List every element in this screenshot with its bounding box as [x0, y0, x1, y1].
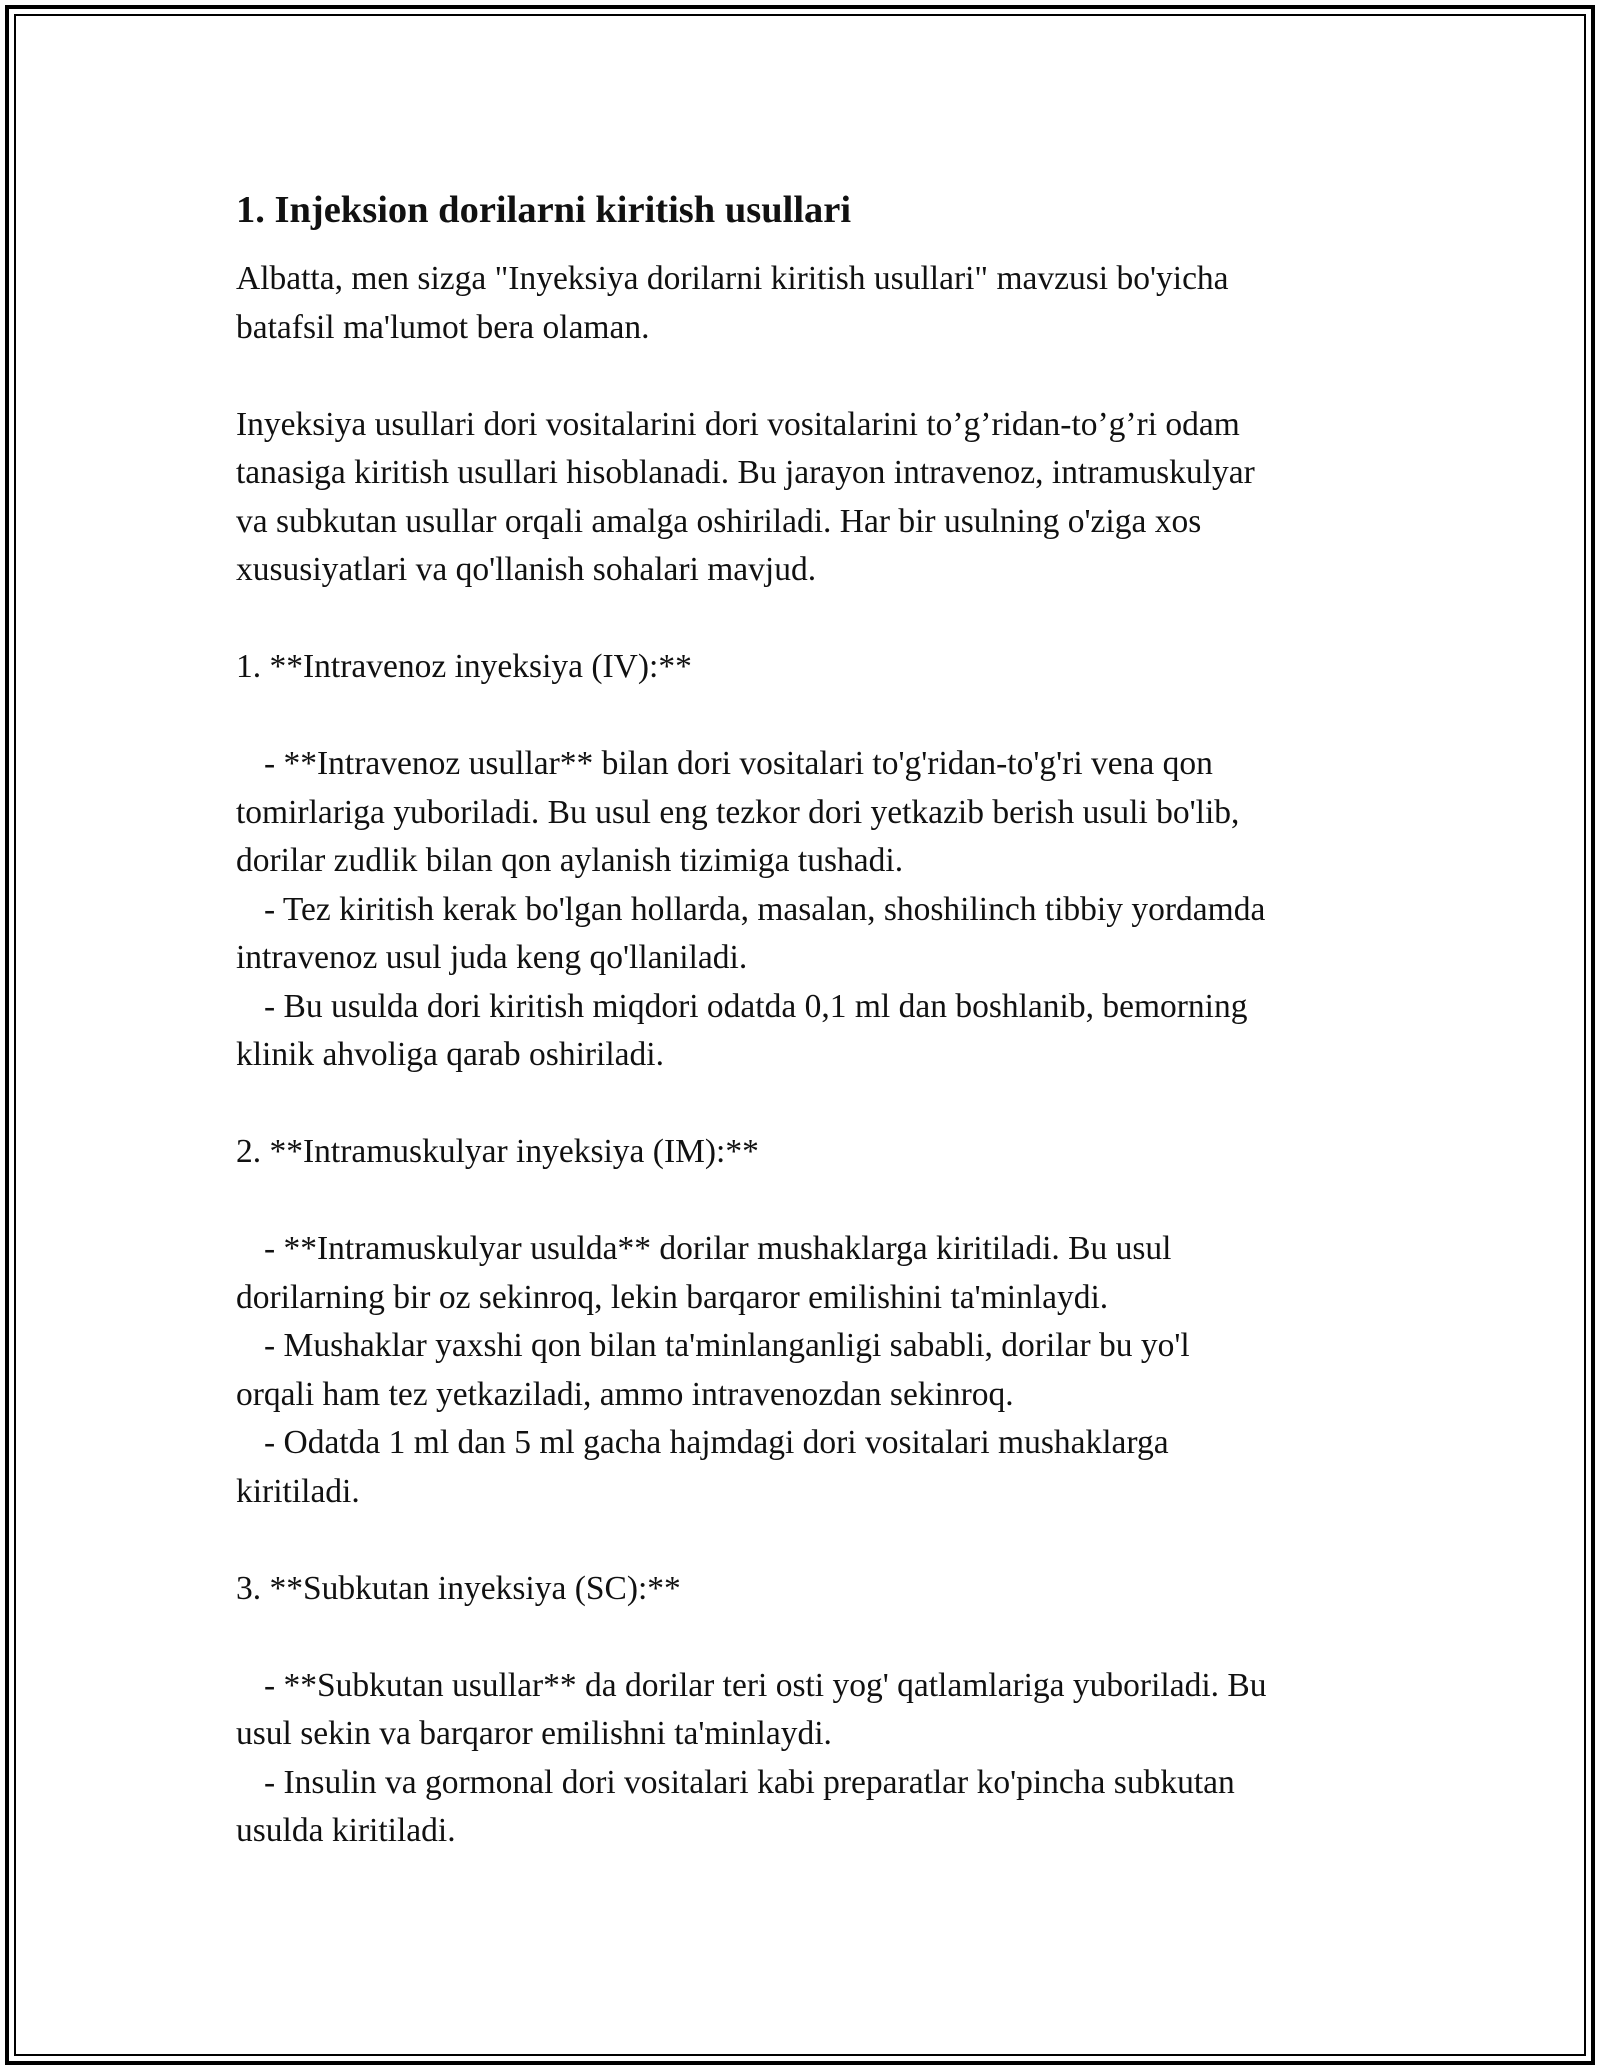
section-line: - **Intravenoz usullar** bilan dori vositalari to'g'ridan-to'g'ri vena qon: [264, 745, 1213, 782]
overview-line: Inyeksiya usullari dori vositalarini dori vositalarini to’g’ridan-to’g’ri odam: [236, 405, 1240, 443]
paragraph-gap: [236, 1516, 1386, 1565]
section-line: klinik ahvoliga qarab oshiriladi.: [236, 1036, 664, 1073]
paragraph-gap: [236, 352, 1386, 401]
section-line: dorilar zudlik bilan qon aylanish tizimiga tushadi.: [236, 842, 904, 879]
section-heading: 2. **Intramuskulyar inyeksiya (IM):**: [236, 1133, 759, 1170]
overview-line: xususiyatlari va qo'llanish sohalari mavjud.: [236, 551, 817, 588]
paragraph-gap: [236, 1177, 1386, 1226]
section-line: - **Intramuskulyar usulda** dorilar mushaklarga kiritiladi. Bu usul: [264, 1230, 1172, 1267]
section-heading: 3. **Subkutan inyeksiya (SC):**: [236, 1569, 681, 1607]
overview-line: va subkutan usullar orqali amalga oshiriladi. Har bir usulning o'ziga xos: [236, 502, 1202, 540]
section-line: tomirlariga yuboriladi. Bu usul eng tezkor dori yetkazib berish usuli bo'lib,: [236, 793, 1240, 831]
section-line: dorilarning bir oz sekinroq, lekin barqaror emilishini ta'minlaydi.: [236, 1278, 1109, 1316]
document-title: 1. Injeksion dorilarni kiritish usullari: [236, 189, 852, 231]
section-line: intravenoz usul juda keng qo'llaniladi.: [236, 939, 748, 976]
section-line: usulda kiritiladi.: [236, 1812, 456, 1849]
section-line: - Tez kiritish kerak bo'lgan hollarda, masalan, shoshilinch tibbiy yordamda: [264, 890, 1266, 928]
section-line: - Mushaklar yaxshi qon bilan ta'minlanganligi sababli, dorilar bu yo'l: [264, 1327, 1190, 1364]
paragraph-gap: [236, 1613, 1386, 1662]
overview-line: tanasiga kiritish usullari hisoblanadi. Bu jarayon intravenoz, intramuskulyar: [236, 454, 1255, 491]
section-line: - Bu usulda dori kiritish miqdori odatda 0,1 ml dan boshlanib, bemorning: [264, 987, 1248, 1025]
intro-line: Albatta, men sizga "Inyeksiya dorilarni kiritish usullari" mavzusi bo'yicha: [236, 260, 1229, 297]
section-line: usul sekin va barqaror emilishni ta'minlaydi.: [236, 1715, 832, 1752]
section-heading: 1. **Intravenoz inyeksiya (IV):**: [236, 648, 692, 685]
section-line: - **Subkutan usullar** da dorilar teri osti yog' qatlamlariga yuboriladi. Bu: [264, 1666, 1267, 1704]
section-line: orqali ham tez yetkaziladi, ammo intravenozdan sekinroq.: [236, 1375, 1014, 1413]
paragraph-gap: [236, 1080, 1386, 1129]
section-line: - Insulin va gormonal dori vositalari kabi preparatlar ko'pincha subkutan: [264, 1763, 1235, 1801]
intro-line: batafsil ma'lumot bera olaman.: [236, 308, 650, 346]
paragraph-gap: [236, 595, 1386, 644]
paragraph-gap: [236, 692, 1386, 741]
section-line: - Odatda 1 ml dan 5 ml gacha hajmdagi dori vositalari mushaklarga: [264, 1424, 1169, 1461]
section-line: kiritiladi.: [236, 1472, 360, 1510]
document-body: [236, 185, 1386, 1856]
